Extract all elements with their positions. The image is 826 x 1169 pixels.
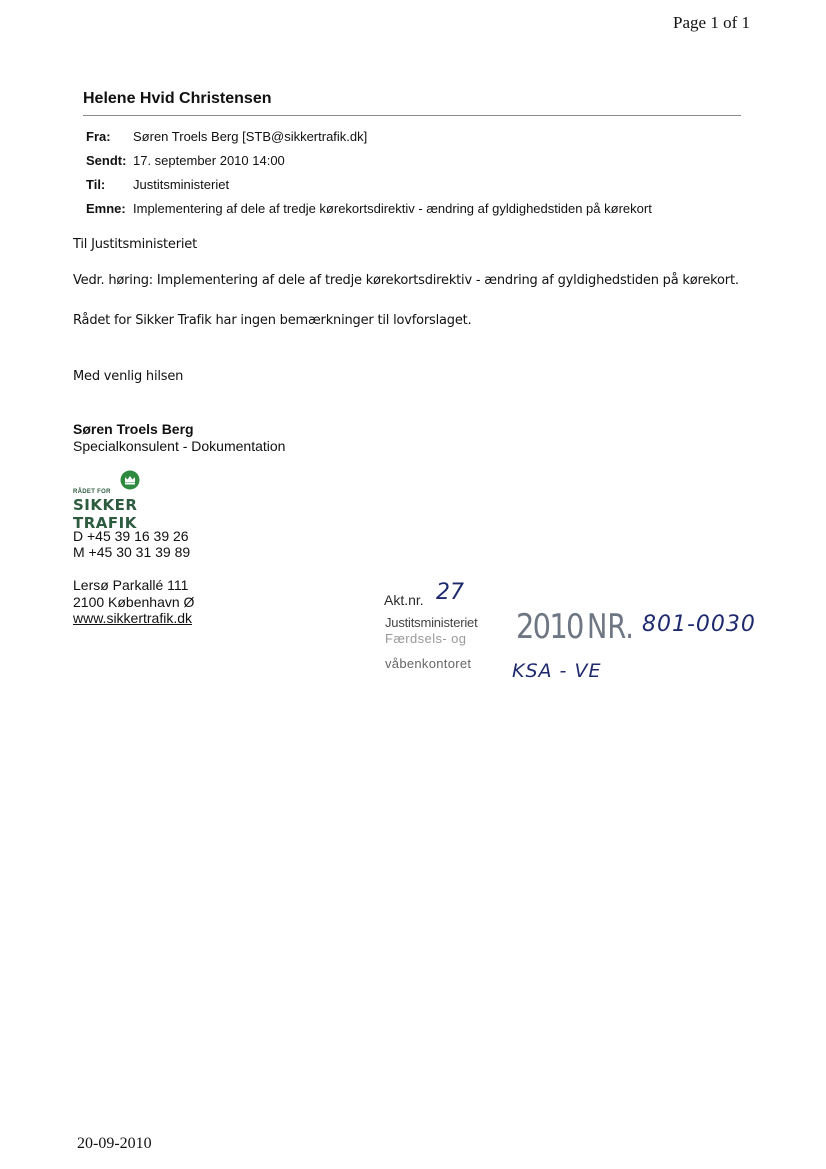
stamp-year: 2010 [516, 607, 583, 647]
page-number: Page 1 of 1 [673, 13, 750, 32]
email-header [86, 129, 652, 225]
subject-label: Emne: [86, 201, 126, 216]
phone-mobile: M +45 30 31 39 89 [73, 544, 191, 560]
case-number-handwritten: 801-0030 [642, 612, 756, 637]
akt-number-handwritten: 27 [436, 580, 464, 605]
website-link[interactable]: www.sikkertrafik.dk [73, 610, 193, 626]
salutation: Til Justitsministeriet [73, 237, 197, 252]
from-label: Fra: [86, 129, 111, 144]
sent-value: 17. september 2010 14:00 [133, 153, 285, 168]
closing-line: Med venlig hilsen [73, 369, 184, 384]
subject-row [86, 201, 652, 225]
logo-text-large: SIKKER TRAFIK [73, 496, 138, 532]
stamp-department-line2: våbenkontoret [385, 656, 472, 671]
signature-name: Søren Troels Berg [73, 421, 194, 437]
sent-label: Sendt: [86, 153, 127, 168]
from-value: Søren Troels Berg [STB@sikkertrafik.dk] [133, 129, 368, 144]
address-street: Lersø Parkallé 111 [73, 577, 189, 593]
logo-text-small: RÅDET FOR [73, 489, 111, 495]
from-row [86, 129, 652, 153]
reference-line: Vedr. høring: Implementering af dele af tredje kørekortsdirektiv - ændring af gyldighedstiden på kørekort. [73, 273, 739, 288]
to-label: Til: [86, 177, 106, 192]
subject-value: Implementering af dele af tredje kørekortsdirektiv - ændring af gyldighedstiden på kørekort [133, 201, 652, 216]
crown-emblem-icon [120, 470, 140, 490]
stamp-ministry: Justitsministeriet [385, 615, 478, 630]
initials-handwritten: KSA - VE [512, 660, 602, 682]
message-line: Rådet for Sikker Trafik har ingen bemærkninger til lovforslaget. [73, 313, 472, 328]
akt-label: Akt.nr. [384, 592, 424, 608]
organization-logo [73, 470, 203, 532]
owner-divider [83, 115, 741, 116]
address-city: 2100 København Ø [73, 594, 195, 610]
phone-direct: D +45 39 16 39 26 [73, 528, 189, 544]
sent-row [86, 153, 652, 177]
print-date: 20-09-2010 [77, 1135, 152, 1152]
stamp-department-line1: Færdsels- og [385, 631, 467, 646]
mailbox-owner-name: Helene Hvid Christensen [83, 90, 272, 107]
to-value: Justitsministeriet [133, 177, 230, 192]
stamp-nr-label: NR. [587, 607, 634, 647]
signature-title: Specialkonsulent - Dokumentation [73, 438, 286, 454]
to-row [86, 177, 652, 201]
